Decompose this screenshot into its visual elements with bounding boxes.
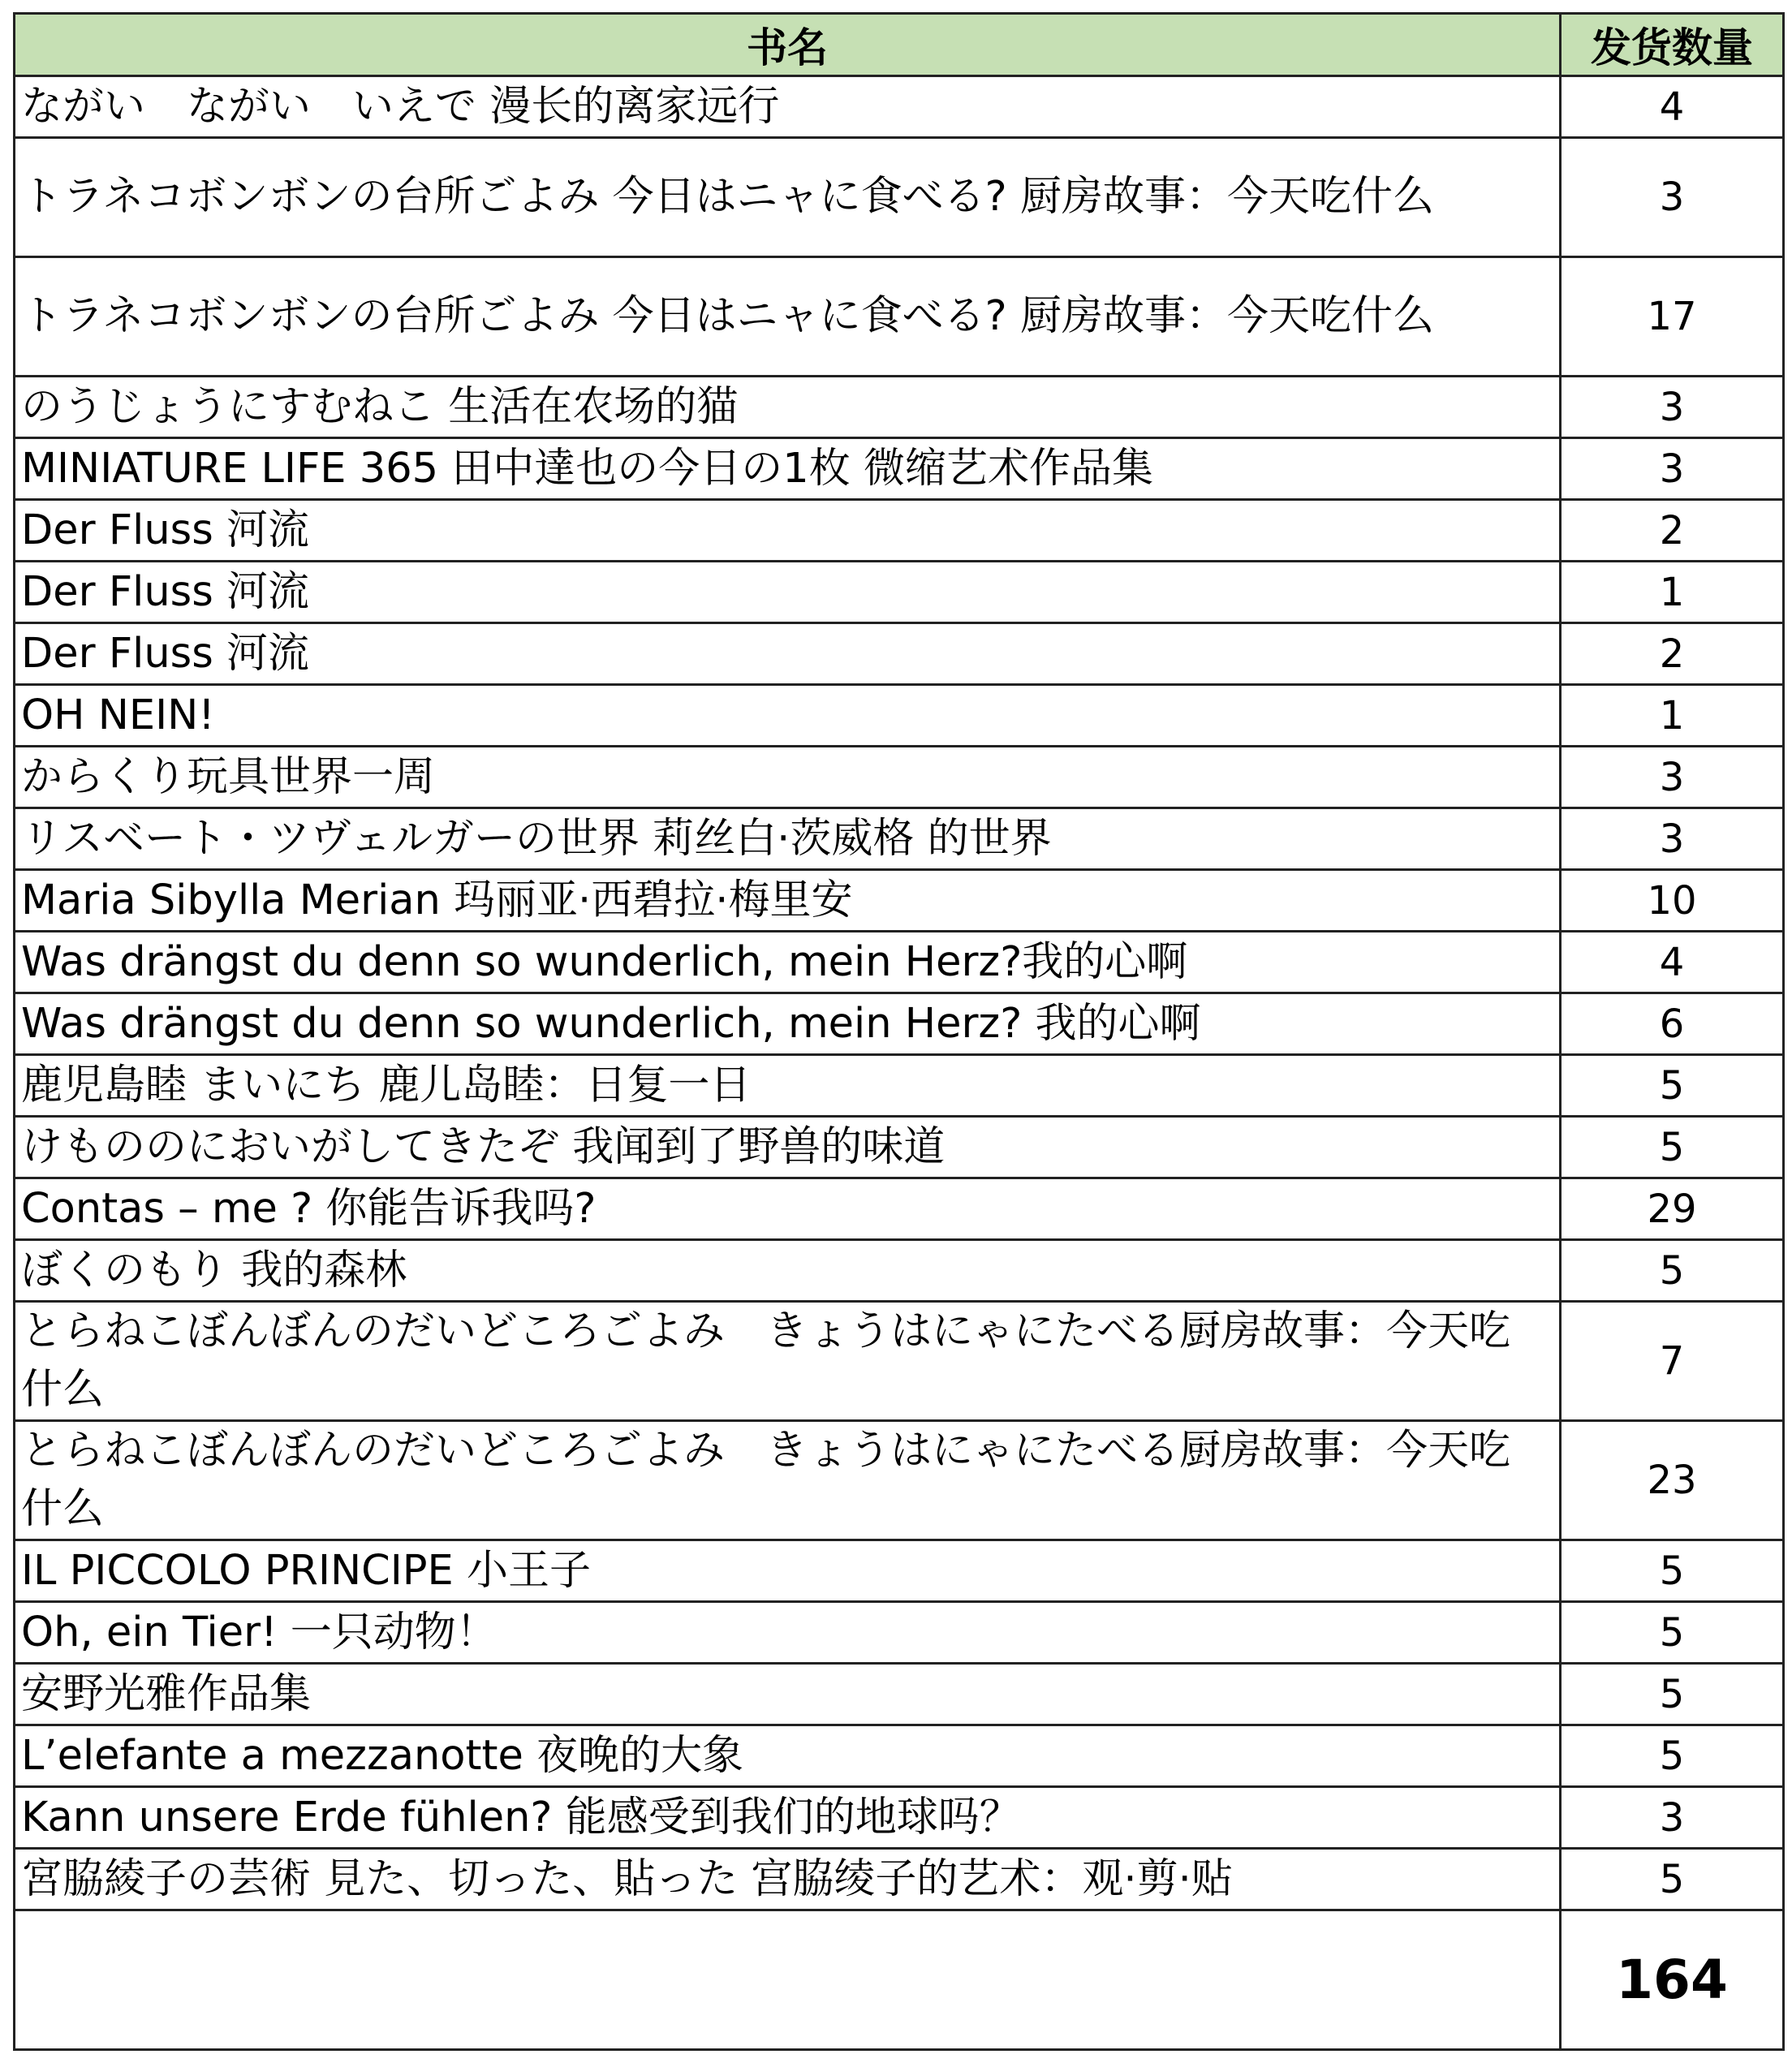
table-row: [15, 76, 1784, 138]
book-title: Der Fluss 河流: [15, 562, 1561, 623]
quantity: 5: [1561, 1664, 1784, 1725]
table-row: [15, 808, 1784, 870]
book-title: リスベート・ツヴェルガーの世界 莉丝白·茨威格 的世界: [15, 808, 1561, 870]
quantity: 17: [1561, 257, 1784, 377]
book-title: とらねこぼんぼんのだいどころごよみ きょうはにゃにたべる厨房故事：今天吃什么: [15, 1302, 1561, 1421]
shipment-table: [13, 12, 1785, 2051]
book-title: IL PICCOLO PRINCIPE 小王子: [15, 1540, 1561, 1602]
table-row: [15, 1664, 1784, 1725]
quantity: 5: [1561, 1240, 1784, 1302]
table-row: [15, 1240, 1784, 1302]
table-row: [15, 1421, 1784, 1540]
total-quantity: 164: [1561, 1910, 1784, 2050]
quantity-column-header: 发货数量: [1561, 14, 1784, 76]
quantity: 10: [1561, 870, 1784, 932]
table-row: [15, 870, 1784, 932]
quantity: 3: [1561, 1787, 1784, 1849]
table-row: [15, 932, 1784, 993]
table-row: [15, 377, 1784, 438]
table-row: [15, 257, 1784, 377]
quantity: 1: [1561, 685, 1784, 747]
book-title: Was drängst du denn so wunderlich, mein Herz?我的心啊: [15, 932, 1561, 993]
quantity: 6: [1561, 993, 1784, 1055]
quantity: 1: [1561, 562, 1784, 623]
header-row: [15, 14, 1784, 76]
book-title: Contas – me ? 你能告诉我吗?: [15, 1178, 1561, 1240]
book-title: けもののにおいがしてきたぞ 我闻到了野兽的味道: [15, 1117, 1561, 1178]
table-row: [15, 1602, 1784, 1664]
book-title: Oh, ein Tier! 一只动物！: [15, 1602, 1561, 1664]
quantity: 29: [1561, 1178, 1784, 1240]
table-row: [15, 747, 1784, 808]
book-title: L’elefante a mezzanotte 夜晚的大象: [15, 1725, 1561, 1787]
table-row: [15, 1849, 1784, 1910]
quantity: 3: [1561, 138, 1784, 257]
table-row: [15, 562, 1784, 623]
book-title: Der Fluss 河流: [15, 623, 1561, 685]
quantity: 3: [1561, 747, 1784, 808]
table-row: [15, 1540, 1784, 1602]
quantity: 5: [1561, 1540, 1784, 1602]
quantity: 3: [1561, 808, 1784, 870]
book-title: トラネコボンボンの台所ごよみ 今日はニャに食べる? 厨房故事：今天吃什么: [15, 138, 1561, 257]
table-row: [15, 1725, 1784, 1787]
table-row: [15, 500, 1784, 562]
table-row: [15, 1302, 1784, 1421]
book-title: Maria Sibylla Merian 玛丽亚·西碧拉·梅里安: [15, 870, 1561, 932]
book-title: MINIATURE LIFE 365 田中達也の今日の1枚 微缩艺术作品集: [15, 438, 1561, 500]
book-title: とらねこぼんぼんのだいどころごよみ きょうはにゃにたべる厨房故事：今天吃什么: [15, 1421, 1561, 1540]
table-row: [15, 623, 1784, 685]
quantity: 5: [1561, 1055, 1784, 1117]
quantity: 2: [1561, 623, 1784, 685]
quantity: 3: [1561, 377, 1784, 438]
table-row: [15, 438, 1784, 500]
quantity: 5: [1561, 1117, 1784, 1178]
table-row: [15, 993, 1784, 1055]
book-title: のうじょうにすむねこ 生活在农场的猫: [15, 377, 1561, 438]
quantity: 7: [1561, 1302, 1784, 1421]
book-title: トラネコボンボンの台所ごよみ 今日はニャに食べる? 厨房故事：今天吃什么: [15, 257, 1561, 377]
quantity: 2: [1561, 500, 1784, 562]
quantity: 3: [1561, 438, 1784, 500]
total-label-cell: [15, 1910, 1561, 2050]
book-title: 鹿児島睦 まいにち 鹿儿岛睦：日复一日: [15, 1055, 1561, 1117]
quantity: 4: [1561, 932, 1784, 993]
total-row: [15, 1910, 1784, 2050]
table-row: [15, 1055, 1784, 1117]
quantity: 5: [1561, 1725, 1784, 1787]
book-title: OH NEIN!: [15, 685, 1561, 747]
book-title: 安野光雅作品集: [15, 1664, 1561, 1725]
quantity: 4: [1561, 76, 1784, 138]
title-column-header: 书名: [15, 14, 1561, 76]
table-row: [15, 685, 1784, 747]
book-title: Was drängst du denn so wunderlich, mein Herz? 我的心啊: [15, 993, 1561, 1055]
table-row: [15, 1787, 1784, 1849]
quantity: 5: [1561, 1849, 1784, 1910]
quantity: 23: [1561, 1421, 1784, 1540]
table-row: [15, 1178, 1784, 1240]
book-title: からくり玩具世界一周: [15, 747, 1561, 808]
book-title: 宮脇綾子の芸術 見た、切った、貼った 宫脇绫子的艺术：观·剪·贴: [15, 1849, 1561, 1910]
book-title: Der Fluss 河流: [15, 500, 1561, 562]
book-title: Kann unsere Erde fühlen? 能感受到我们的地球吗？: [15, 1787, 1561, 1849]
table-row: [15, 138, 1784, 257]
table-row: [15, 1117, 1784, 1178]
book-title: ながい ながい いえで 漫长的离家远行: [15, 76, 1561, 138]
quantity: 5: [1561, 1602, 1784, 1664]
book-title: ぼくのもり 我的森林: [15, 1240, 1561, 1302]
